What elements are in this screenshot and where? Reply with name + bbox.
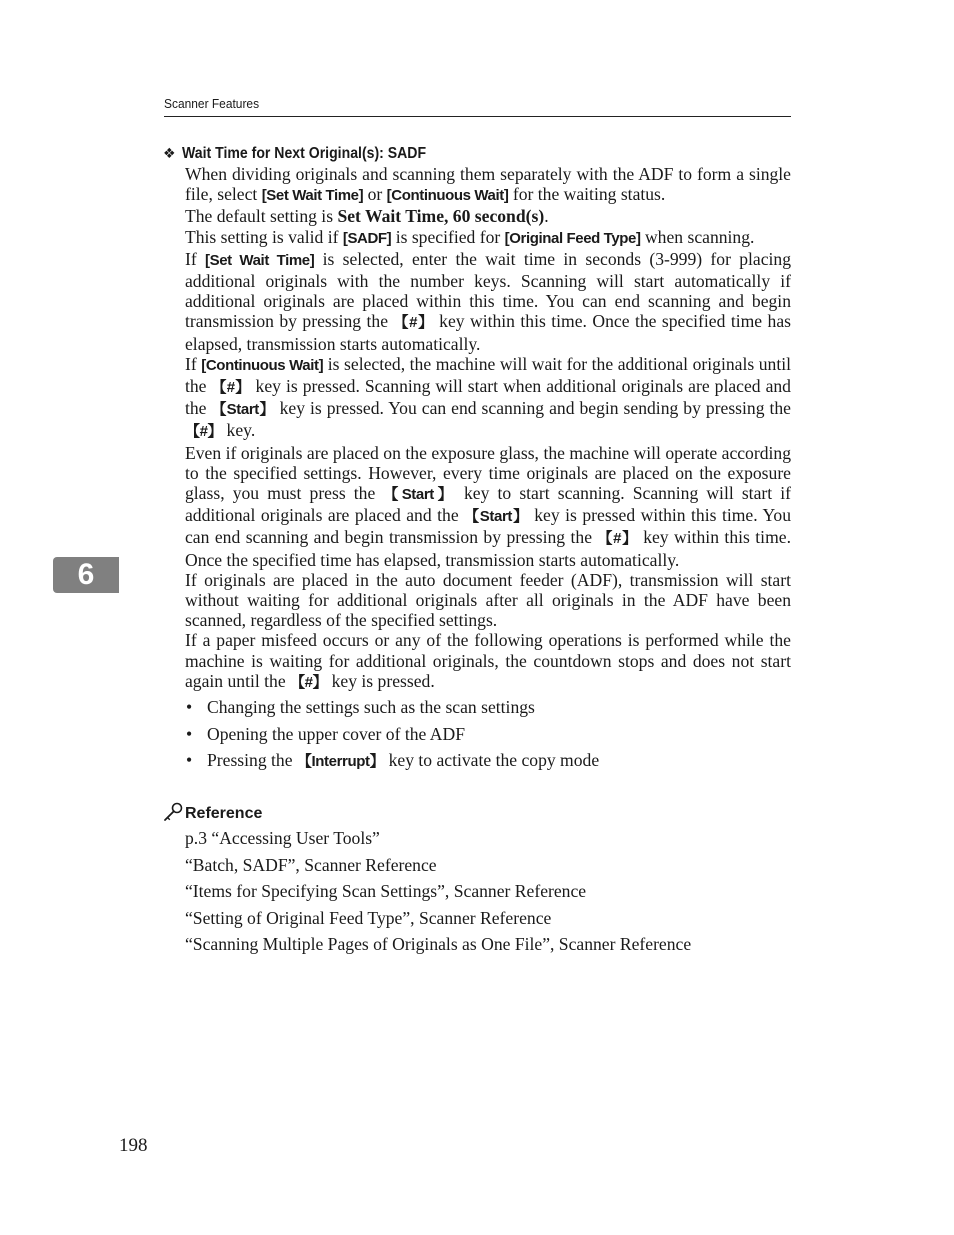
paragraph-adf — [185, 570, 791, 631]
key-label-hash: 【#】 — [290, 673, 328, 691]
list-item-text: Changing the settings such as the scan settings — [207, 697, 535, 718]
key-label-original-feed-type: [Original Feed Type] — [504, 229, 641, 247]
text: key is pressed. — [327, 670, 435, 691]
reference-title: Reference — [185, 805, 263, 822]
page-header — [164, 96, 791, 117]
list-item-text: Pressing the — [207, 750, 297, 771]
key-label-hash: 【#】 — [597, 530, 638, 548]
section-body — [185, 164, 791, 779]
reference-list — [185, 828, 691, 961]
key-label-start: 【Start】 — [383, 486, 456, 504]
reference-item[interactable]: “Batch, SADF”, Scanner Reference — [185, 854, 437, 875]
reference-item[interactable]: “Scanning Multiple Pages of Originals as One File”, Scanner Reference — [185, 934, 692, 954]
text: is selected, the machine will wait for the additional originals until the — [185, 353, 791, 397]
text: If a paper misfeed occurs or any of the following operations is performed while the machine is waiting for additional originals, the countdown stops and does not start again until the — [185, 630, 791, 691]
reference-heading — [163, 802, 262, 824]
key-label-set-wait-time: [Set Wait Time] — [261, 187, 364, 205]
key-label-continuous-wait: [Continuous Wait] — [386, 187, 509, 205]
text: If — [185, 353, 202, 374]
list-item — [185, 750, 791, 772]
text: for the waiting status. — [508, 184, 666, 205]
text: key within this time. Once the specified time has elapsed, transmission starts automatically. — [185, 527, 791, 570]
text: If — [185, 248, 206, 269]
key-label-continuous-wait: [Continuous Wait] — [201, 356, 324, 374]
section-heading-title: Wait Time for Next Original(s): SADF — [181, 145, 426, 162]
text: . — [544, 206, 549, 227]
running-header-title: Scanner Features — [164, 96, 260, 111]
text: Even if originals are placed on the exposure glass, the machine will operate according to the specified settings. However, every time originals are placed on the exposure glass, you must press the — [185, 442, 791, 504]
page-number: 198 — [119, 1135, 148, 1156]
section-heading — [163, 143, 459, 164]
paragraph-set-wait-time — [185, 249, 791, 354]
text: key. — [222, 420, 256, 441]
text: key within this time. Once the specified time has elapsed, transmission starts automatically. — [185, 311, 791, 354]
text: This setting is valid if — [185, 226, 343, 247]
paragraph-waiting-status — [185, 164, 791, 206]
text: If originals are placed in the auto document feeder (ADF), transmission will start without waiting for additional originals after all originals in the ADF have been scanned, regardless of the specified settings. — [185, 569, 791, 631]
text: when scanning. — [640, 226, 755, 247]
paragraph-default-setting — [185, 206, 791, 226]
text: key is pressed within this time. You can end scanning and begin transmission by pressing the — [185, 505, 791, 548]
magnifier-key-icon — [163, 802, 185, 822]
chapter-tab — [53, 557, 119, 593]
paragraph-validity — [185, 227, 791, 249]
text: key is pressed. Scanning will start when additional originals are placed and the — [185, 376, 791, 419]
reference-item[interactable]: “Setting of Original Feed Type”, Scanner Reference — [185, 907, 552, 928]
key-label-start: 【Start】 — [211, 401, 275, 419]
list-item-text: key to activate the copy mode — [384, 750, 600, 771]
reference-item[interactable]: p.3 “Accessing User Tools” — [185, 828, 380, 848]
list-item-text: Opening the upper cover of the ADF — [207, 723, 465, 744]
key-label-interrupt: 【Interrupt】 — [296, 753, 385, 771]
key-label-hash: 【#】 — [185, 423, 223, 441]
chapter-number: 6 — [77, 558, 95, 591]
text: is selected, enter the wait time in seconds (3-999) for placing additional originals with the number keys. Scanning will start automatically if additional originals are placed within this time. You can end scanning and begin transmission by pressing the — [185, 248, 792, 332]
paragraph-continuous-wait — [185, 354, 791, 443]
key-label-start: 【Start】 — [464, 508, 529, 526]
key-label-hash: 【#】 — [393, 314, 434, 332]
operations-list — [185, 697, 791, 772]
text: key to start scanning. Scanning will start if additional originals are placed and the — [185, 483, 791, 526]
text: When dividing originals and scanning them separately with the ADF to form a single file, select — [185, 164, 791, 205]
key-label-hash: 【#】 — [211, 379, 251, 397]
text: is specified for — [391, 226, 505, 247]
key-label-set-wait-time: [Set Wait Time] — [205, 251, 315, 269]
reference-item[interactable]: “Items for Specifying Scan Settings”, Scanner Reference — [185, 881, 587, 901]
text: The default setting is — [185, 206, 338, 227]
default-value: Set Wait Time, 60 second(s) — [337, 206, 545, 227]
list-item — [185, 724, 791, 744]
list-item — [185, 697, 791, 717]
diamond-bullet-icon: ❖ — [163, 145, 176, 161]
paragraph-misfeed — [185, 630, 791, 693]
paragraph-exposure-glass — [185, 443, 791, 570]
text: key is pressed. You can end scanning and begin sending by pressing the — [274, 398, 791, 419]
text: or — [363, 184, 387, 205]
key-label-sadf: [SADF] — [342, 229, 392, 247]
